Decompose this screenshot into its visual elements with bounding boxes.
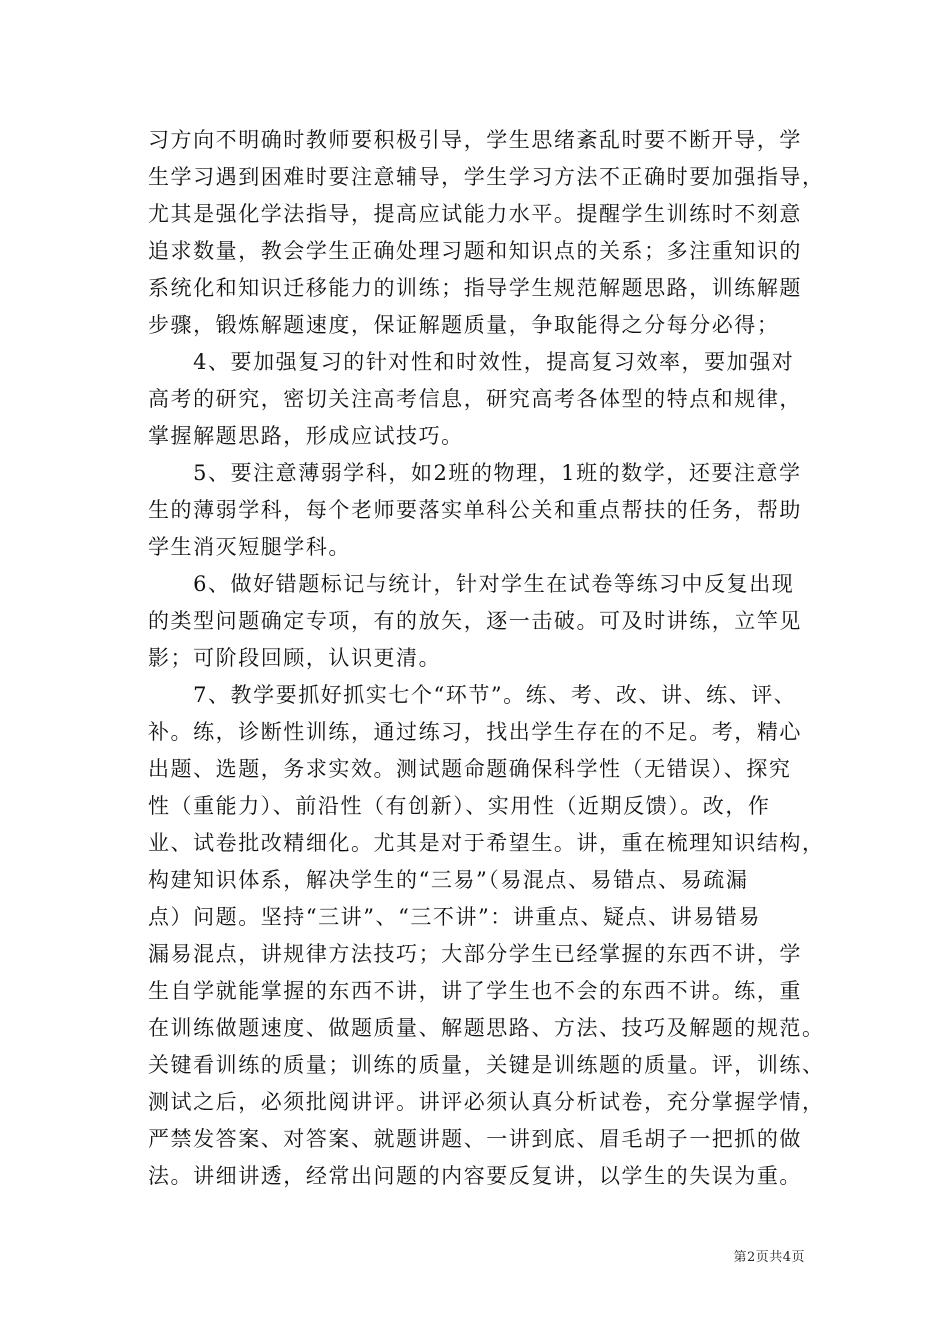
document-body xyxy=(148,122,828,1195)
text-line: 习方向不明确时教师要积极引导，学生思绪紊乱时要不断开导，学 xyxy=(148,128,802,152)
paragraph xyxy=(148,455,828,566)
text-line: 点）问题。坚持“三讲”、“三不讲”：讲重点、疑点、讲易错易 xyxy=(148,905,761,929)
text-line: 学生消灭短腿学科。 xyxy=(148,535,351,559)
text-line: 出题、选题，务求实效。测试题命题确保科学性（无错误）、探究 xyxy=(148,757,792,781)
paragraph xyxy=(148,677,828,1195)
text-line: 性（重能力）、前沿性（有创新）、实用性（近期反馈）。改，作 xyxy=(148,794,771,818)
text-line: 系统化和知识迁移能力的训练；指导学生规范解题思路，训练解题 xyxy=(148,276,802,300)
text-line: 在训练做题速度、做题质量、解题思路、方法、技巧及解题的规范。 xyxy=(148,1016,825,1040)
text-line: 业、试卷批改精细化。尤其是对于希望生。讲，重在梳理知识结构， xyxy=(148,831,825,855)
text-line: 5、要注意薄弱学科，如2班的物理，1班的数学，还要注意学 xyxy=(148,461,802,485)
text-line: 生自学就能掌握的东西不讲，讲了学生也不会的东西不讲。练，重 xyxy=(148,979,802,1003)
text-line: 法。讲细讲透，经常出问题的内容要反复讲，以学生的失误为重。 xyxy=(148,1164,802,1188)
text-line: 影；可阶段回顾，认识更清。 xyxy=(148,646,442,670)
text-line: 漏易混点，讲规律方法技巧；大部分学生已经掌握的东西不讲，学 xyxy=(148,942,802,966)
text-line: 严禁发答案、对答案、就题讲题、一讲到底、眉毛胡子一把抓的做 xyxy=(148,1127,802,1151)
paragraph xyxy=(148,122,828,344)
text-line: 高考的研究，密切关注高考信息，研究高考各体型的特点和规律， xyxy=(148,387,802,411)
text-line: 的类型问题确定专项，有的放矢，逐一击破。可及时讲练，立竿见 xyxy=(148,609,802,633)
text-line: 6、做好错题标记与统计，针对学生在试卷等练习中反复出现 xyxy=(148,572,795,596)
text-line: 掌握解题思路，形成应试技巧。 xyxy=(148,424,464,448)
text-line: 补。练，诊断性训练，通过练习，找出学生存在的不足。考，精心 xyxy=(148,720,802,744)
text-line: 关键看训练的质量；训练的质量，关键是训练题的质量。评，训练、 xyxy=(148,1053,825,1077)
text-line: 追求数量，教会学生正确处理习题和知识点的关系；多注重知识的 xyxy=(148,239,802,263)
text-line: 尤其是强化学法指导，提高应试能力水平。提醒学生训练时不刻意 xyxy=(148,202,802,226)
paragraph xyxy=(148,344,828,455)
text-line: 构建知识体系，解决学生的“三易”（易混点、易错点、易疏漏 xyxy=(148,868,749,892)
text-line: 7、教学要抓好抓实七个“环节”。练、考、改、讲、练、评、 xyxy=(148,683,797,707)
text-line: 步骤，锻炼解题速度，保证解题质量，争取能得之分每分必得； xyxy=(148,313,780,337)
text-line: 生学习遇到困难时要注意辅导，学生学习方法不正确时要加强指导， xyxy=(148,165,825,189)
page-number-footer: 第2页共4页 xyxy=(733,1250,805,1265)
text-line: 测试之后，必须批阅讲评。讲评必须认真分析试卷，充分掌握学情， xyxy=(148,1090,825,1114)
text-line: 生的薄弱学科，每个老师要落实单科公关和重点帮扶的任务，帮助 xyxy=(148,498,802,522)
text-line: 4、要加强复习的针对性和时效性，提高复习效率，要加强对 xyxy=(148,350,795,374)
paragraph xyxy=(148,566,828,677)
